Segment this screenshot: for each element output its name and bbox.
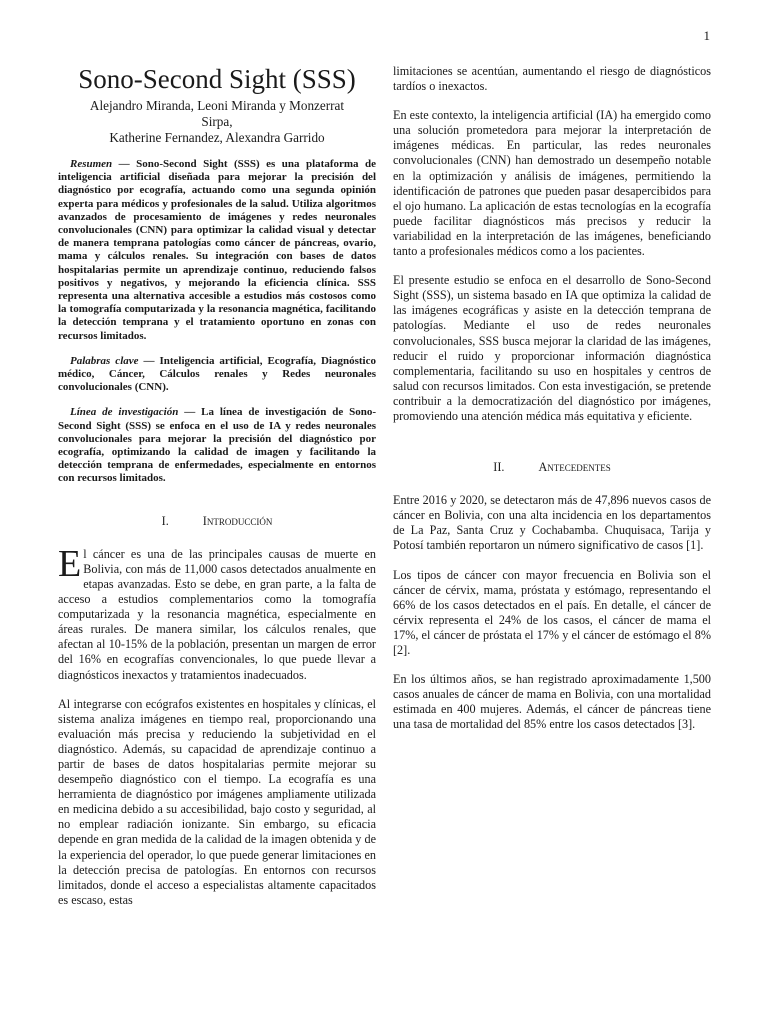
- author-list: [58, 98, 376, 146]
- antecedentes-paragraph-3: En los últimos años, se han registrado aproximadamente 1,500 casos anuales de cáncer de mama en Bolivia, con una mortalidad estimada en 400 mujeres. Además, el cáncer de páncreas tiene una tasa de mortalidad del 85% entre los casos detectados [3].: [393, 672, 711, 732]
- page-number: 1: [703, 28, 710, 43]
- research-line-label: Línea de investigación: [70, 406, 179, 419]
- abstract: [58, 158, 376, 343]
- left-column: [58, 64, 376, 922]
- section-heading-antecedentes: [393, 460, 711, 475]
- intro-paragraph-3: En este contexto, la inteligencia artificial (IA) ha emergido como una solución prometedora para mejorar la interpretación de imágenes médicas. En particular, las redes neuronales convolucionales (CNN) han demostrado un desempeño notable en la optimización y análisis de imágenes, permitiendo la identificación de patrones que pueden pasar desapercibidos para el ojo humano. La aplicación de estas tecnologías en la ecografía puede facilitar diagnósticos más precisos y reducir la variabilidad en la interpretación de las imágenes, beneficiando tanto a profesionales médicos como a los pacientes.: [393, 108, 711, 259]
- author-line: Alejandro Miranda, Leoni Miranda y Monzerrat: [89, 98, 345, 113]
- drop-cap: E: [58, 542, 82, 585]
- right-column: [393, 64, 711, 746]
- intro-paragraph-1: [58, 542, 376, 683]
- antecedentes-paragraph-2: Los tipos de cáncer con mayor frecuencia en Bolivia son el cáncer de cérvix, mama, próstata y estómago, representando el 66% de los casos detectados en el país. En detalle, el cáncer de cérvix representa el 24% de los casos, el cáncer de mama el 17%, el cáncer de próstata el 17% y el cáncer de estómago el 8% [2].: [393, 567, 711, 657]
- intro-paragraph-2-continued: limitaciones se acentúan, aumentando el riesgo de diagnósticos tardíos o inexactos.: [393, 64, 711, 94]
- antecedentes-paragraph-1: Entre 2016 y 2020, se detectaron más de 47,896 nuevos casos de cáncer en Bolivia, con una alta incidencia en los departamentos de La Paz, Santa Cruz y Cochabamba. Chuquisaca, Tarija y Potosí también reportaron un número significativo de casos [1].: [393, 493, 711, 553]
- keywords: [58, 355, 376, 395]
- research-line-text: — La línea de investigación de Sono-Second Sight (SSS) se enfoca en el uso de IA y redes neuronales convolucionales para mejorar la precisión del diagnóstico por ecografía, optimizando la calidad de imagen y facilitando la detección temprana de enfermedades, especialmente en entornos con recursos limitados.: [58, 406, 376, 485]
- intro-paragraph-1-text: l cáncer es una de las principales causas de muerte en Bolivia, con más de 11,000 casos detectados anualmente en etapas avanzadas. Esto se debe, en gran parte, a la falta de acceso a estudios complementarios como la tomografía computarizada y la resonancia magnética, especialmente en áreas rurales. De manera similar, los cálculos renales, que afectan al 10-15% de la población, presentan un margen de error del 16% en ecografías convencionales, lo que puede llevar a diagnósticos inexactos y tratamientos inadecuados.: [58, 546, 376, 682]
- paper-title: Sono-Second Sight (SSS): [78, 64, 356, 94]
- section-name: Antecedentes: [538, 460, 611, 475]
- section-name: Introducción: [202, 513, 273, 528]
- intro-paragraph-2: Al integrarse con ecógrafos existentes en hospitales y clínicas, el sistema analiza imágenes en tiempo real, proporcionando una evaluación más precisa y reduciendo la subjetividad en el diagnóstico. Además, su capacidad de aprendizaje continuo a partir de bases de datos hospitalarias permite mejorar su desempeño diagnóstico con el tiempo. La ecografía es una herramienta de diagnóstico por imágenes ampliamente utilizada en medicina debido a su accesibilidad, bajo costo y seguridad, al no emplear radiación ionizante. Sin embargo, su eficacia depende en gran medida de la calidad de la imagen obtenida y de la experiencia del operador, lo que puede generar limitaciones en la detección precisa de patologías. En entornos con recursos limitados, donde el acceso a especialistas altamente capacitados es escaso, estas: [58, 696, 376, 907]
- intro-paragraph-4: El presente estudio se enfoca en el desarrollo de Sono-Second Sight (SSS), un sistema basado en IA que optimiza la calidad de las imágenes ecográficas y asiste en la detección temprana de patologías. Mediante el uso de redes neuronales convolucionales, SSS busca mejorar la claridad de las imágenes, reducir el ruido y proporcionar información diagnóstica complementaria, facilitando su uso en hospitales y centros de salud con recursos limitados. Con esta investigación, se pretende contribuir a la democratización del diagnóstico por imágenes, promoviendo una atención médica más equitativa y eficiente.: [393, 273, 711, 423]
- abstract-label: Resumen: [70, 158, 113, 170]
- section-number: I.: [161, 513, 169, 528]
- author-line: Katherine Fernandez, Alexandra Garrido: [109, 130, 325, 145]
- research-line: [58, 406, 376, 485]
- keywords-label: Palabras clave: [70, 354, 139, 367]
- abstract-text: — Sono-Second Sight (SSS) es una plataforma de inteligencia artificial diseñada para mejorar la precisión del diagnóstico por ecografía, actuando como una segunda opinión experta para médicos y profesionales de la salud. Utiliza algoritmos avanzados de procesamiento de imágenes y redes neuronales convolucionales (CNN) para optimizar la calidad visual y detectar de manera temprana patologías como cáncer de páncreas, ovario, mama y cálculos renales. Su integración con bases de datos hospitalarias permite un aprendizaje continuo, reduciendo falsos positivos y negativos, y mejorando la eficiencia clínica. SSS representa una alternativa accesible a estudios más costosos como la tomografía computarizada y la resonancia magnética, facilitando la detección temprana y el tratamiento oportuno en zonas con recursos limitados.: [58, 158, 376, 342]
- author-line: Sirpa,: [201, 114, 233, 129]
- keywords-text: — Inteligencia artificial, Ecografía, Diagnóstico médico, Cáncer, Cálculos renales y Redes neuronales convolucionales (CNN).: [58, 354, 376, 394]
- section-number: II.: [493, 460, 505, 475]
- section-heading-introduccion: [58, 514, 376, 529]
